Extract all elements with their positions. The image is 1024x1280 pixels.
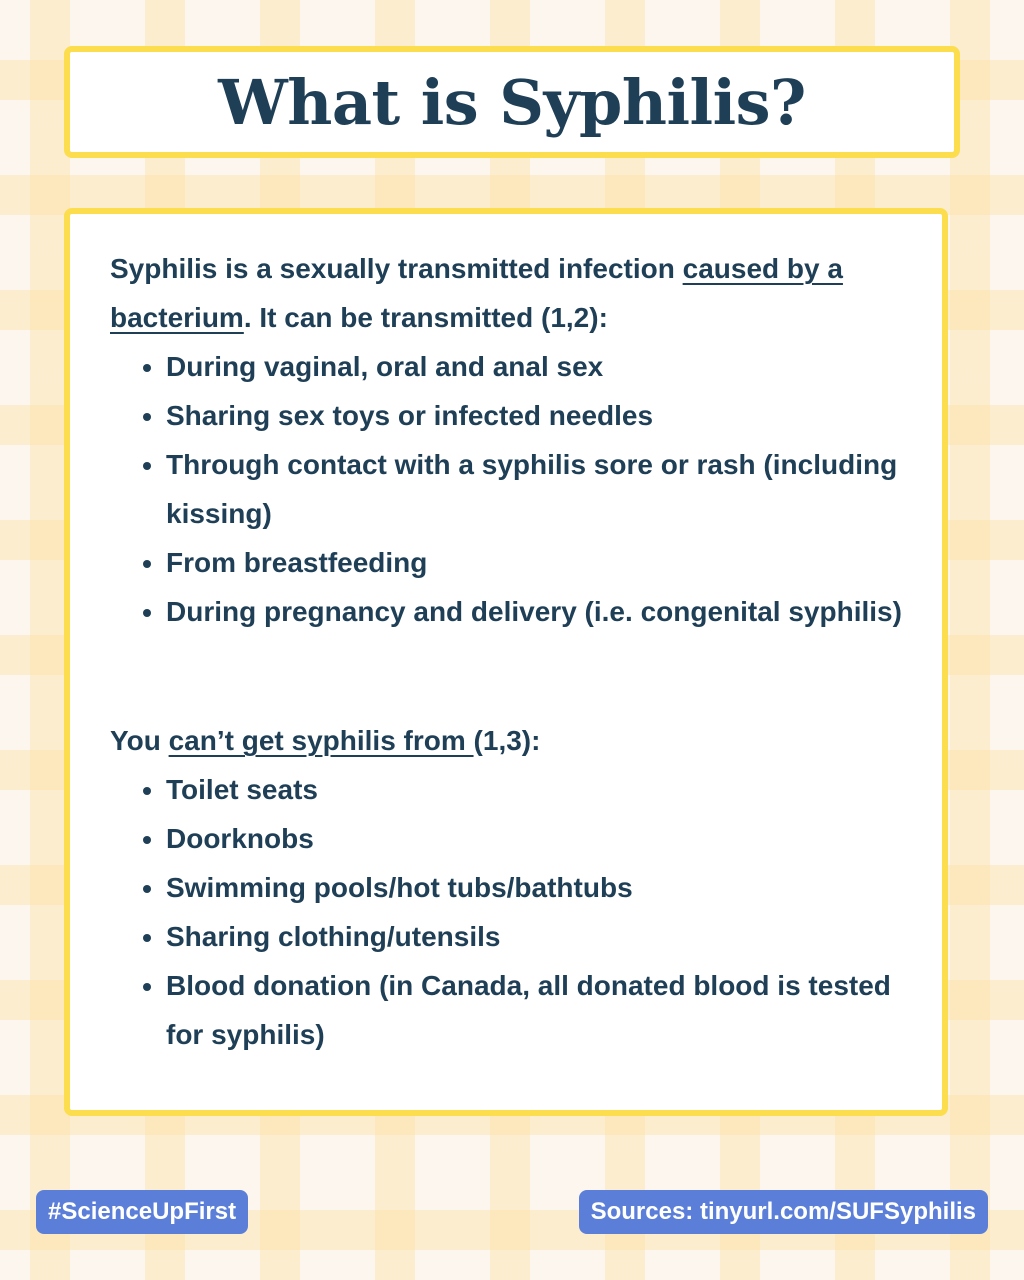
bacterium-link: caused by a bacterium <box>110 253 843 333</box>
transmission-intro-prefix: Syphilis is a sexually transmitted infection <box>110 253 683 284</box>
title-banner <box>64 46 960 158</box>
non-transmission-intro <box>110 716 902 765</box>
non-transmission-intro-suffix: (1,3): <box>473 725 541 756</box>
list-item: • From breastfeeding <box>166 538 902 587</box>
list-item: • During pregnancy and delivery (i.e. congenital syphilis) <box>166 587 902 636</box>
list-item: • Toilet seats <box>166 765 902 814</box>
list-item: • Blood donation (in Canada, all donated blood is tested for syphilis) <box>166 961 902 1059</box>
transmission-intro <box>110 244 902 342</box>
non-transmission-list <box>110 765 902 1059</box>
transmission-intro-suffix: . It can be transmitted (1,2): <box>243 302 608 333</box>
cant-get-link: can’t get syphilis from <box>168 725 474 756</box>
hashtag-badge: #ScienceUpFirst <box>36 1190 248 1234</box>
list-item: • Sharing sex toys or infected needles <box>166 391 902 440</box>
list-item: • Doorknobs <box>166 814 902 863</box>
list-item: • Through contact with a syphilis sore or rash (including kissing) <box>166 440 902 538</box>
non-transmission-intro-prefix: You <box>110 725 169 756</box>
transmission-list <box>110 342 902 636</box>
section-spacer <box>110 636 902 716</box>
info-card <box>64 208 948 1116</box>
list-item: • Swimming pools/hot tubs/bathtubs <box>166 863 902 912</box>
list-item: • During vaginal, oral and anal sex <box>166 342 902 391</box>
page-title: What is Syphilis? <box>218 65 806 139</box>
list-item: • Sharing clothing/utensils <box>166 912 902 961</box>
sources-badge[interactable]: Sources: tinyurl.com/SUFSyphilis <box>579 1190 988 1234</box>
